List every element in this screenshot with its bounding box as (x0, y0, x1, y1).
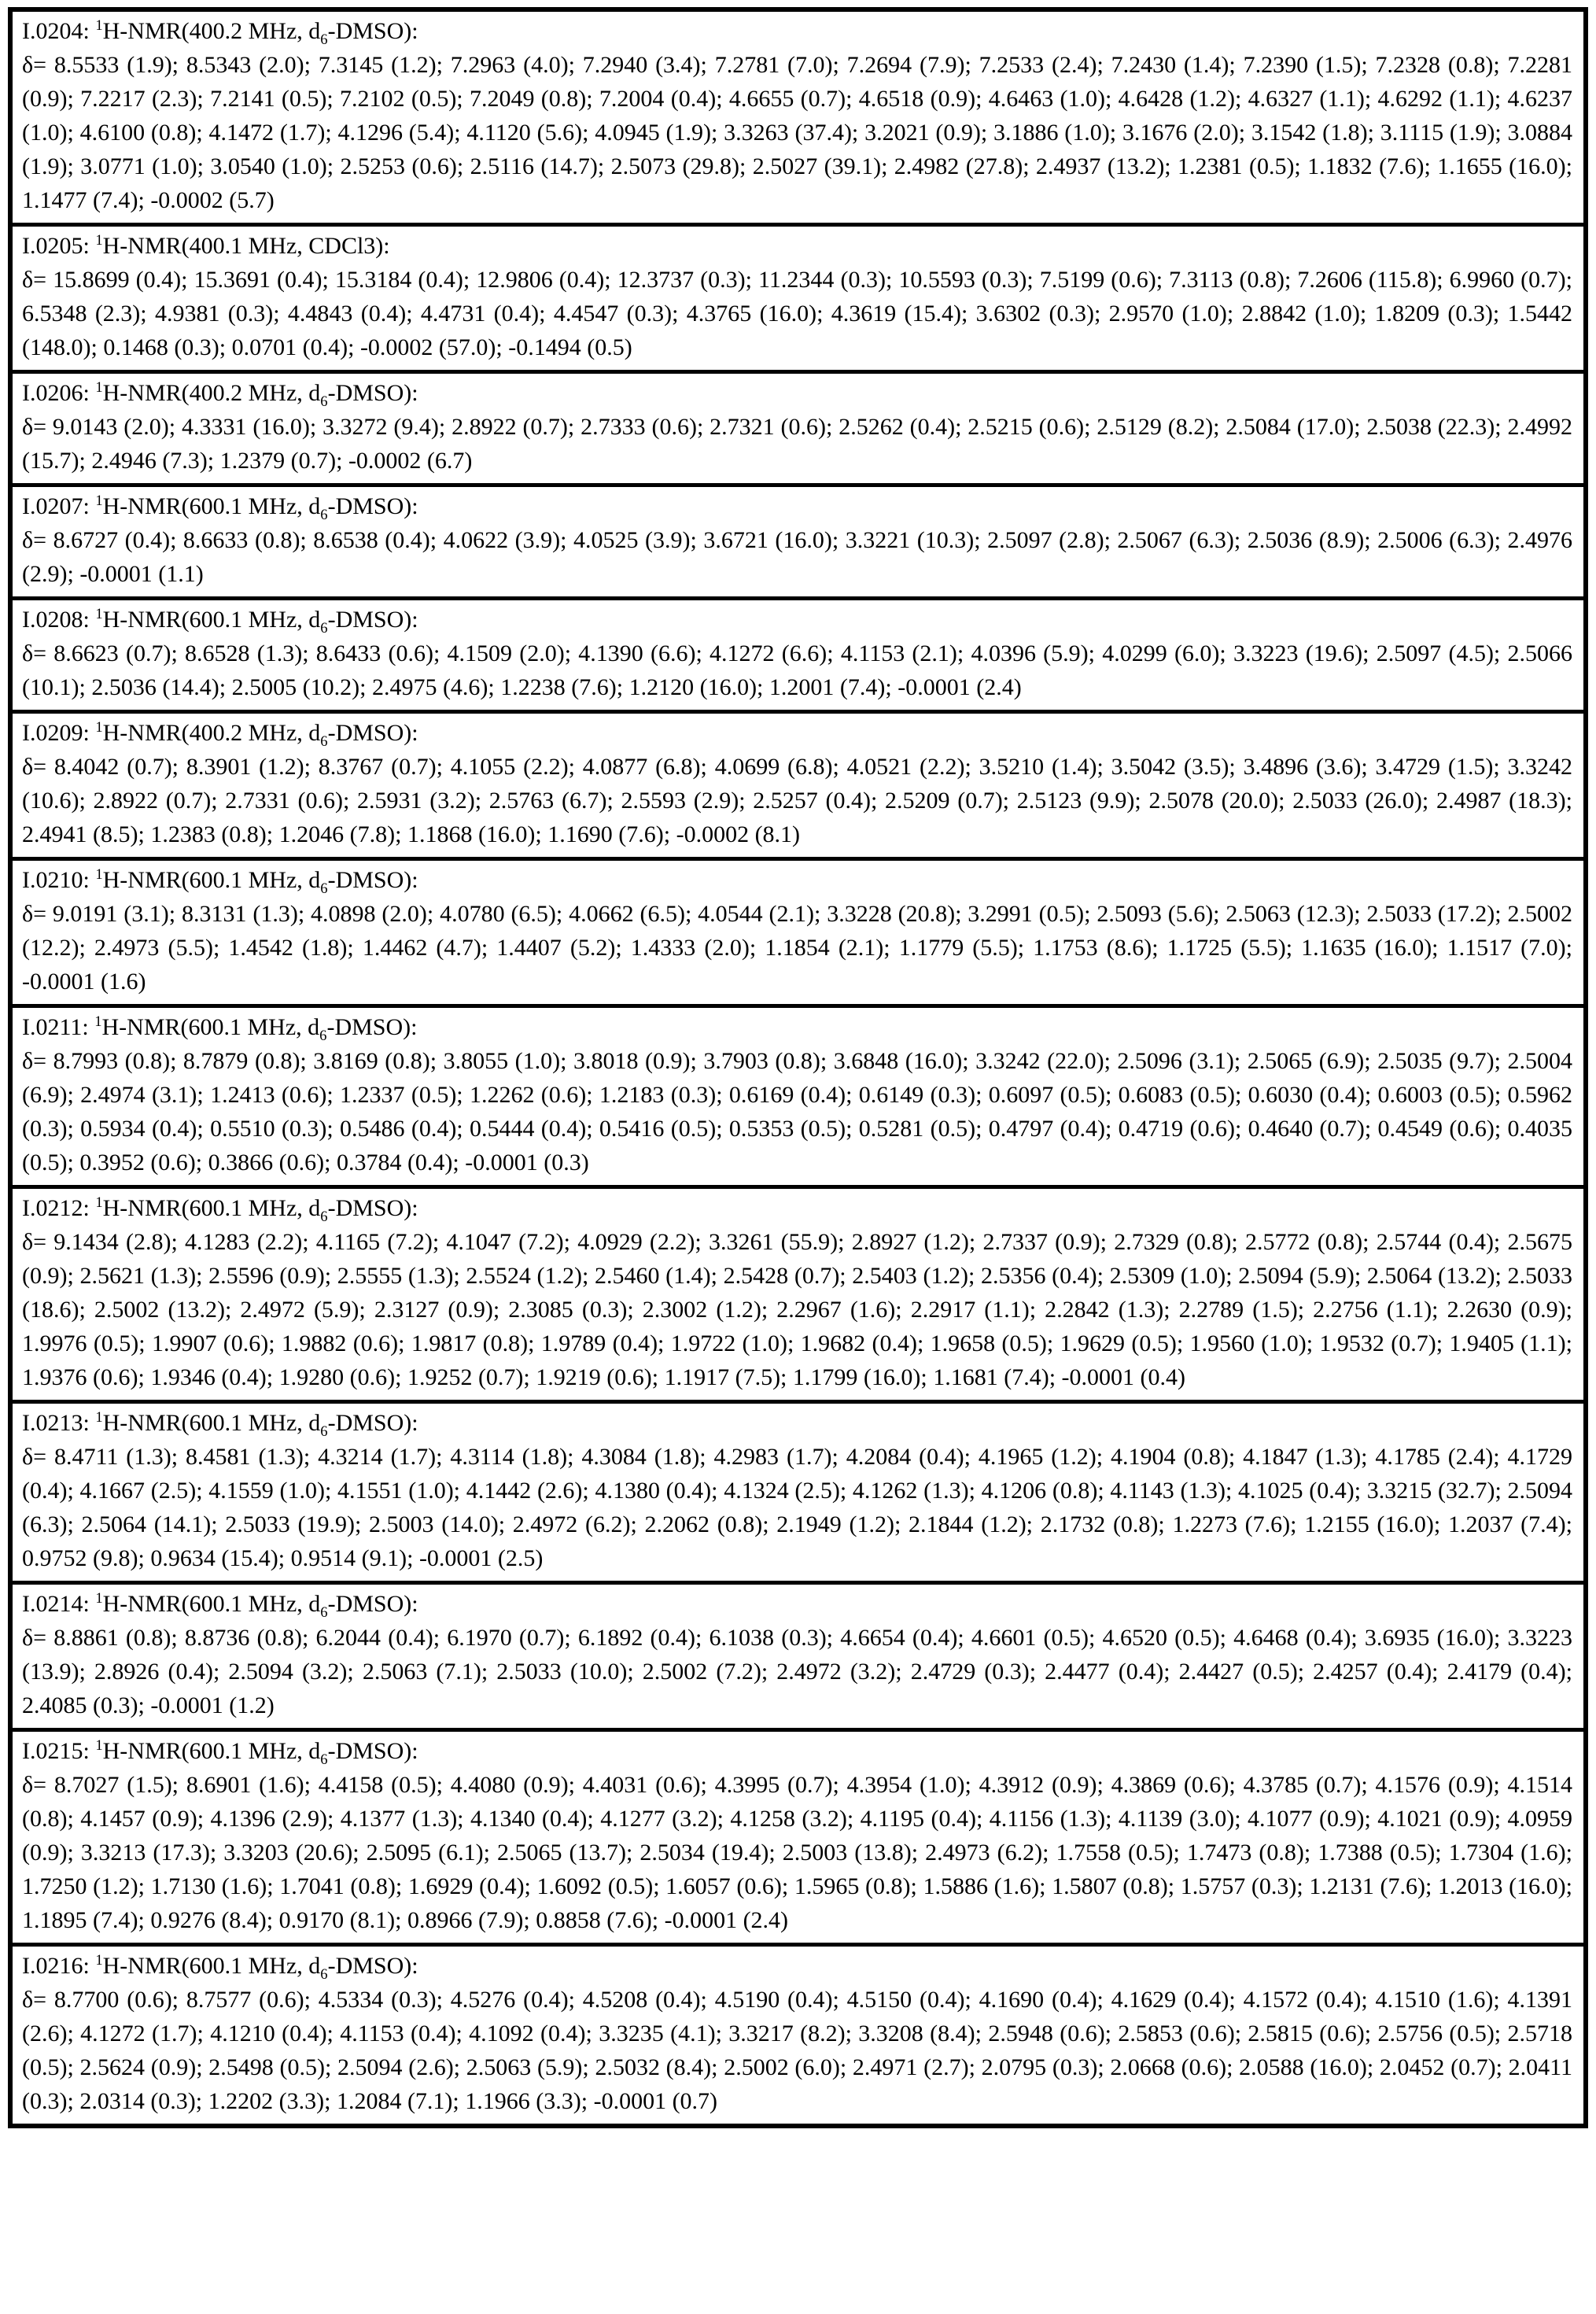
entry-header (22, 376, 1572, 410)
solvent-suffix: -DMSO): (327, 607, 418, 633)
entry-id: I.0204: (22, 18, 96, 44)
entry-header (22, 863, 1572, 897)
entry-method: H-NMR(600.1 MHz, d (102, 867, 321, 893)
nmr-table (8, 7, 1588, 2128)
shift-list: δ= 8.4711 (1.3); 8.4581 (1.3); 4.3214 (1.7); 4.3114 (1.8); 4.3084 (1.8); 4.2983 (1.7); 4.2084 (0.4); 4.1965 (1.2); 4.1904 (0.8); 4.1847 (1.3); 4.1785 (2.4); 4.1729 (0.4); 4.1667 (2.5); 4.1559 (1.0); 4.1551 (1.0); 4.1442 (2.6); 4.1380 (0.4); 4.1324 (2.5); 4.1262 (1.3); 4.1206 (0.8); 4.1143 (1.3); 4.1025 (0.4); 3.3215 (32.7); 2.5094 (6.3); 2.5064 (14.1); 2.5033 (19.9); 2.5003 (14.0); 2.4972 (6.2); 2.2062 (0.8); 2.1949 (1.2); 2.1844 (1.2); 2.1732 (0.8); 1.2273 (7.6); 1.2155 (16.0); 1.2037 (7.4); 0.9752 (9.8); 0.9634 (15.4); 0.9514 (9.1); -0.0001 (2.5) (22, 1444, 1572, 1571)
entry-id: I.0215: (22, 1738, 96, 1764)
entry-id: I.0211: (22, 1014, 95, 1040)
solvent-suffix: -DMSO): (327, 1591, 418, 1617)
nmr-entry (13, 374, 1583, 487)
nucleus-superscript: 1 (95, 1737, 103, 1754)
solvent-suffix: -DMSO): (327, 867, 418, 893)
entry-header (22, 1010, 1572, 1044)
nucleus-superscript: 1 (95, 17, 103, 34)
solvent-suffix: -DMSO): (327, 1738, 418, 1764)
shift-list: δ= 15.8699 (0.4); 15.3691 (0.4); 15.3184 (0.4); 12.9806 (0.4); 12.3737 (0.3); 11.2344 (0.3); 10.5593 (0.3); 7.5199 (0.6); 7.3113 (0.8); 7.2606 (115.8); 6.9960 (0.7); 6.5348 (2.3); 4.9381 (0.3); 4.4843 (0.4); 4.4731 (0.4); 4.4547 (0.3); 4.3765 (16.0); 4.3619 (15.4); 3.6302 (0.3); 2.9570 (1.0); 2.8842 (1.0); 1.8209 (0.3); 1.5442 (148.0); 0.1468 (0.3); 0.0701 (0.4); -0.0002 (57.0); -0.1494 (0.5) (22, 267, 1572, 360)
solvent-subscript: 6 (320, 1604, 328, 1621)
nucleus-superscript: 1 (95, 719, 103, 736)
shift-list: δ= 8.8861 (0.8); 8.8736 (0.8); 6.2044 (0.4); 6.1970 (0.7); 6.1892 (0.4); 6.1038 (0.3); 4.6654 (0.4); 4.6601 (0.5); 4.6520 (0.5); 4.6468 (0.4); 3.6935 (16.0); 3.3223 (13.9); 2.8926 (0.4); 2.5094 (3.2); 2.5063 (7.1); 2.5033 (10.0); 2.5002 (7.2); 2.4972 (3.2); 2.4729 (0.3); 2.4477 (0.4); 2.4427 (0.5); 2.4257 (0.4); 2.4179 (0.4); 2.4085 (0.3); -0.0001 (1.2) (22, 1625, 1572, 1718)
solvent-suffix: -DMSO): (327, 1410, 418, 1436)
entry-header (22, 1406, 1572, 1440)
entry-id: I.0209: (22, 720, 96, 746)
nmr-entry (13, 487, 1583, 600)
entry-method: H-NMR(600.1 MHz, d (102, 1953, 321, 1979)
solvent-suffix: -DMSO): (327, 1195, 418, 1221)
nmr-entry (13, 1404, 1583, 1585)
nmr-entry (13, 861, 1583, 1008)
entry-header (22, 1734, 1572, 1768)
entry-method: H-NMR(600.1 MHz, d (102, 493, 321, 519)
entry-id: I.0212: (22, 1195, 96, 1221)
nucleus-superscript: 1 (95, 493, 103, 509)
entry-id: I.0205: (22, 233, 96, 259)
shift-list: δ= 8.7993 (0.8); 8.7879 (0.8); 3.8169 (0.8); 3.8055 (1.0); 3.8018 (0.9); 3.7903 (0.8); 3.6848 (16.0); 3.3242 (22.0); 2.5096 (3.1); 2.5065 (6.9); 2.5035 (9.7); 2.5004 (6.9); 2.4974 (3.1); 1.2413 (0.6); 1.2337 (0.5); 1.2262 (0.6); 1.2183 (0.3); 0.6169 (0.4); 0.6149 (0.3); 0.6097 (0.5); 0.6083 (0.5); 0.6030 (0.4); 0.6003 (0.5); 0.5962 (0.3); 0.5934 (0.4); 0.5510 (0.3); 0.5486 (0.4); 0.5444 (0.4); 0.5416 (0.5); 0.5353 (0.5); 0.5281 (0.5); 0.4797 (0.4); 0.4719 (0.6); 0.4640 (0.7); 0.4549 (0.6); 0.4035 (0.5); 0.3952 (0.6); 0.3866 (0.6); 0.3784 (0.4); -0.0001 (0.3) (22, 1048, 1572, 1175)
solvent-subscript: 6 (320, 1209, 328, 1225)
entry-header (22, 229, 1572, 263)
entry-method: H-NMR(400.2 MHz, d (102, 18, 321, 44)
solvent-suffix: -DMSO): (327, 720, 418, 746)
entry-id: I.0208: (22, 607, 96, 633)
solvent-subscript: 6 (320, 507, 328, 523)
entry-header (22, 716, 1572, 750)
entry-id: I.0214: (22, 1591, 96, 1617)
entry-header (22, 603, 1572, 637)
solvent-suffix: -DMSO): (327, 380, 418, 406)
solvent-subscript: 6 (320, 393, 328, 410)
shift-list: δ= 9.1434 (2.8); 4.1283 (2.2); 4.1165 (7.2); 4.1047 (7.2); 4.0929 (2.2); 3.3261 (55.9); 2.8927 (1.2); 2.7337 (0.9); 2.7329 (0.8); 2.5772 (0.8); 2.5744 (0.4); 2.5675 (0.9); 2.5621 (1.3); 2.5596 (0.9); 2.5555 (1.3); 2.5524 (1.2); 2.5460 (1.4); 2.5428 (0.7); 2.5403 (1.2); 2.5356 (0.4); 2.5309 (1.0); 2.5094 (5.9); 2.5064 (13.2); 2.5033 (18.6); 2.5002 (13.2); 2.4972 (5.9); 2.3127 (0.9); 2.3085 (0.3); 2.3002 (1.2); 2.2967 (1.6); 2.2917 (1.1); 2.2842 (1.3); 2.2789 (1.5); 2.2756 (1.1); 2.2630 (0.9); 1.9976 (0.5); 1.9907 (0.6); 1.9882 (0.6); 1.9817 (0.8); 1.9789 (0.4); 1.9722 (1.0); 1.9682 (0.4); 1.9658 (0.5); 1.9629 (0.5); 1.9560 (1.0); 1.9532 (0.7); 1.9405 (1.1); 1.9376 (0.6); 1.9346 (0.4); 1.9280 (0.6); 1.9252 (0.7); 1.9219 (0.6); 1.1917 (7.5); 1.1799 (16.0); 1.1681 (7.4); -0.0001 (0.4) (22, 1229, 1572, 1390)
solvent-suffix: -DMSO): (326, 1014, 418, 1040)
nucleus-superscript: 1 (95, 379, 103, 396)
solvent-suffix: -DMSO): (327, 1953, 418, 1979)
entry-method: H-NMR(600.1 MHz, d (102, 1410, 321, 1436)
entry-method: H-NMR(600.1 MHz, d (101, 1014, 320, 1040)
nmr-entry (13, 1008, 1583, 1189)
nucleus-superscript: 1 (95, 1590, 103, 1607)
entry-id: I.0213: (22, 1410, 96, 1436)
entry-method: H-NMR(600.1 MHz, d (102, 1591, 321, 1617)
nmr-entry (13, 12, 1583, 227)
shift-list: δ= 8.6727 (0.4); 8.6633 (0.8); 8.6538 (0.4); 4.0622 (3.9); 4.0525 (3.9); 3.6721 (16.0); 3.3221 (10.3); 2.5097 (2.8); 2.5067 (6.3); 2.5036 (8.9); 2.5006 (6.3); 2.4976 (2.9); -0.0001 (1.1) (22, 527, 1572, 587)
nmr-entry (13, 227, 1583, 374)
nucleus-superscript: 1 (95, 606, 103, 622)
entry-id: I.0210: (22, 867, 96, 893)
nmr-entry (13, 1732, 1583, 1947)
solvent-subscript: 6 (320, 1751, 328, 1768)
nucleus-superscript: 1 (95, 1952, 103, 1969)
shift-list: δ= 8.7700 (0.6); 8.7577 (0.6); 4.5334 (0.3); 4.5276 (0.4); 4.5208 (0.4); 4.5190 (0.4); 4.5150 (0.4); 4.1690 (0.4); 4.1629 (0.4); 4.1572 (0.4); 4.1510 (1.6); 4.1391 (2.6); 4.1272 (1.7); 4.1210 (0.4); 4.1153 (0.4); 4.1092 (0.4); 3.3235 (4.1); 3.3217 (8.2); 3.3208 (8.4); 2.5948 (0.6); 2.5853 (0.6); 2.5815 (0.6); 2.5756 (0.5); 2.5718 (0.5); 2.5624 (0.9); 2.5498 (0.5); 2.5094 (2.6); 2.5063 (5.9); 2.5032 (8.4); 2.5002 (6.0); 2.4971 (2.7); 2.0795 (0.3); 2.0668 (0.6); 2.0588 (16.0); 2.0452 (0.7); 2.0411 (0.3); 2.0314 (0.3); 1.2202 (3.3); 1.2084 (7.1); 1.1966 (3.3); -0.0001 (0.7) (22, 1987, 1572, 2114)
entry-method: H-NMR(400.2 MHz, d (102, 720, 321, 746)
entry-header (22, 14, 1572, 48)
shift-list: δ= 9.0191 (3.1); 8.3131 (1.3); 4.0898 (2.0); 4.0780 (6.5); 4.0662 (6.5); 4.0544 (2.1); 3.3228 (20.8); 3.2991 (0.5); 2.5093 (5.6); 2.5063 (12.3); 2.5033 (17.2); 2.5002 (12.2); 2.4973 (5.5); 1.4542 (1.8); 1.4462 (4.7); 1.4407 (5.2); 1.4333 (2.0); 1.1854 (2.1); 1.1779 (5.5); 1.1753 (8.6); 1.1725 (5.5); 1.1635 (16.0); 1.1517 (7.0); -0.0001 (1.6) (22, 901, 1572, 995)
solvent-suffix: -DMSO): (327, 18, 418, 44)
shift-list: δ= 9.0143 (2.0); 4.3331 (16.0); 3.3272 (9.4); 2.8922 (0.7); 2.7333 (0.6); 2.7321 (0.6); 2.5262 (0.4); 2.5215 (0.6); 2.5129 (8.2); 2.5084 (17.0); 2.5038 (22.3); 2.4992 (15.7); 2.4946 (7.3); 1.2379 (0.7); -0.0002 (6.7) (22, 414, 1572, 474)
solvent-subscript: 6 (320, 620, 328, 637)
entry-method: H-NMR(400.2 MHz, d (102, 380, 321, 406)
nucleus-superscript: 1 (95, 232, 103, 249)
entry-header (22, 1587, 1572, 1621)
nmr-entry (13, 1189, 1583, 1404)
shift-list: δ= 8.4042 (0.7); 8.3901 (1.2); 8.3767 (0.7); 4.1055 (2.2); 4.0877 (6.8); 4.0699 (6.8); 4.0521 (2.2); 3.5210 (1.4); 3.5042 (3.5); 3.4896 (3.6); 3.4729 (1.5); 3.3242 (10.6); 2.8922 (0.7); 2.7331 (0.6); 2.5931 (3.2); 2.5763 (6.7); 2.5593 (2.9); 2.5257 (0.4); 2.5209 (0.7); 2.5123 (9.9); 2.5078 (20.0); 2.5033 (26.0); 2.4987 (18.3); 2.4941 (8.5); 1.2383 (0.8); 1.2046 (7.8); 1.1868 (16.0); 1.1690 (7.6); -0.0002 (8.1) (22, 754, 1572, 847)
nucleus-superscript: 1 (95, 1409, 103, 1426)
solvent-subscript: 6 (320, 880, 328, 897)
solvent-subscript: 6 (320, 733, 328, 750)
solvent-subscript: 6 (320, 31, 328, 48)
entry-header (22, 489, 1572, 523)
solvent-subscript: 6 (320, 1423, 328, 1440)
entry-id: I.0207: (22, 493, 96, 519)
entry-method: H-NMR(600.1 MHz, d (102, 1195, 321, 1221)
entry-header (22, 1949, 1572, 1983)
shift-list: δ= 8.5533 (1.9); 8.5343 (2.0); 7.3145 (1.2); 7.2963 (4.0); 7.2940 (3.4); 7.2781 (7.0); 7.2694 (7.9); 7.2533 (2.4); 7.2430 (1.4); 7.2390 (1.5); 7.2328 (0.8); 7.2281 (0.9); 7.2217 (2.3); 7.2141 (0.5); 7.2102 (0.5); 7.2049 (0.8); 7.2004 (0.4); 4.6655 (0.7); 4.6518 (0.9); 4.6463 (1.0); 4.6428 (1.2); 4.6327 (1.1); 4.6292 (1.1); 4.6237 (1.0); 4.6100 (0.8); 4.1472 (1.7); 4.1296 (5.4); 4.1120 (5.6); 4.0945 (1.9); 3.3263 (37.4); 3.2021 (0.9); 3.1886 (1.0); 3.1676 (2.0); 3.1542 (1.8); 3.1115 (1.9); 3.0884 (1.9); 3.0771 (1.0); 3.0540 (1.0); 2.5253 (0.6); 2.5116 (14.7); 2.5073 (29.8); 2.5027 (39.1); 2.4982 (27.8); 2.4937 (13.2); 1.2381 (0.5); 1.1832 (7.6); 1.1655 (16.0); 1.1477 (7.4); -0.0002 (5.7) (22, 52, 1572, 213)
shift-list: δ= 8.7027 (1.5); 8.6901 (1.6); 4.4158 (0.5); 4.4080 (0.9); 4.4031 (0.6); 4.3995 (0.7); 4.3954 (1.0); 4.3912 (0.9); 4.3869 (0.6); 4.3785 (0.7); 4.1576 (0.9); 4.1514 (0.8); 4.1457 (0.9); 4.1396 (2.9); 4.1377 (1.3); 4.1340 (0.4); 4.1277 (3.2); 4.1258 (3.2); 4.1195 (0.4); 4.1156 (1.3); 4.1139 (3.0); 4.1077 (0.9); 4.1021 (0.9); 4.0959 (0.9); 3.3213 (17.3); 3.3203 (20.6); 2.5095 (6.1); 2.5065 (13.7); 2.5034 (19.4); 2.5003 (13.8); 2.4973 (6.2); 1.7558 (0.5); 1.7473 (0.8); 1.7388 (0.5); 1.7304 (1.6); 1.7250 (1.2); 1.7130 (1.6); 1.7041 (0.8); 1.6929 (0.4); 1.6092 (0.5); 1.6057 (0.6); 1.5965 (0.8); 1.5886 (1.6); 1.5807 (0.8); 1.5757 (0.3); 1.2131 (7.6); 1.2013 (16.0); 1.1895 (7.4); 0.9276 (8.4); 0.9170 (8.1); 0.8966 (7.9); 0.8858 (7.6); -0.0001 (2.4) (22, 1772, 1572, 1933)
solvent-subscript: 6 (320, 1966, 328, 1983)
entry-id: I.0216: (22, 1953, 96, 1979)
entry-method: H-NMR(600.1 MHz, d (102, 1738, 321, 1764)
entry-header (22, 1191, 1572, 1225)
nucleus-superscript: 1 (95, 1194, 103, 1211)
entry-id: I.0206: (22, 380, 96, 406)
shift-list: δ= 8.6623 (0.7); 8.6528 (1.3); 8.6433 (0.6); 4.1509 (2.0); 4.1390 (6.6); 4.1272 (6.6); 4.1153 (2.1); 4.0396 (5.9); 4.0299 (6.0); 3.3223 (19.6); 2.5097 (4.5); 2.5066 (10.1); 2.5036 (14.4); 2.5005 (10.2); 2.4975 (4.6); 1.2238 (7.6); 1.2120 (16.0); 1.2001 (7.4); -0.0001 (2.4) (22, 640, 1572, 700)
nucleus-superscript: 1 (94, 1013, 102, 1030)
nmr-entry (13, 1947, 1583, 2124)
nmr-entry (13, 600, 1583, 714)
nucleus-superscript: 1 (95, 866, 103, 883)
entry-method: H-NMR(400.1 MHz, CDCl3): (102, 233, 390, 259)
entry-method: H-NMR(600.1 MHz, d (102, 607, 321, 633)
nmr-entry (13, 1585, 1583, 1732)
solvent-subscript: 6 (319, 1028, 327, 1044)
solvent-suffix: -DMSO): (327, 493, 418, 519)
nmr-entry (13, 714, 1583, 861)
